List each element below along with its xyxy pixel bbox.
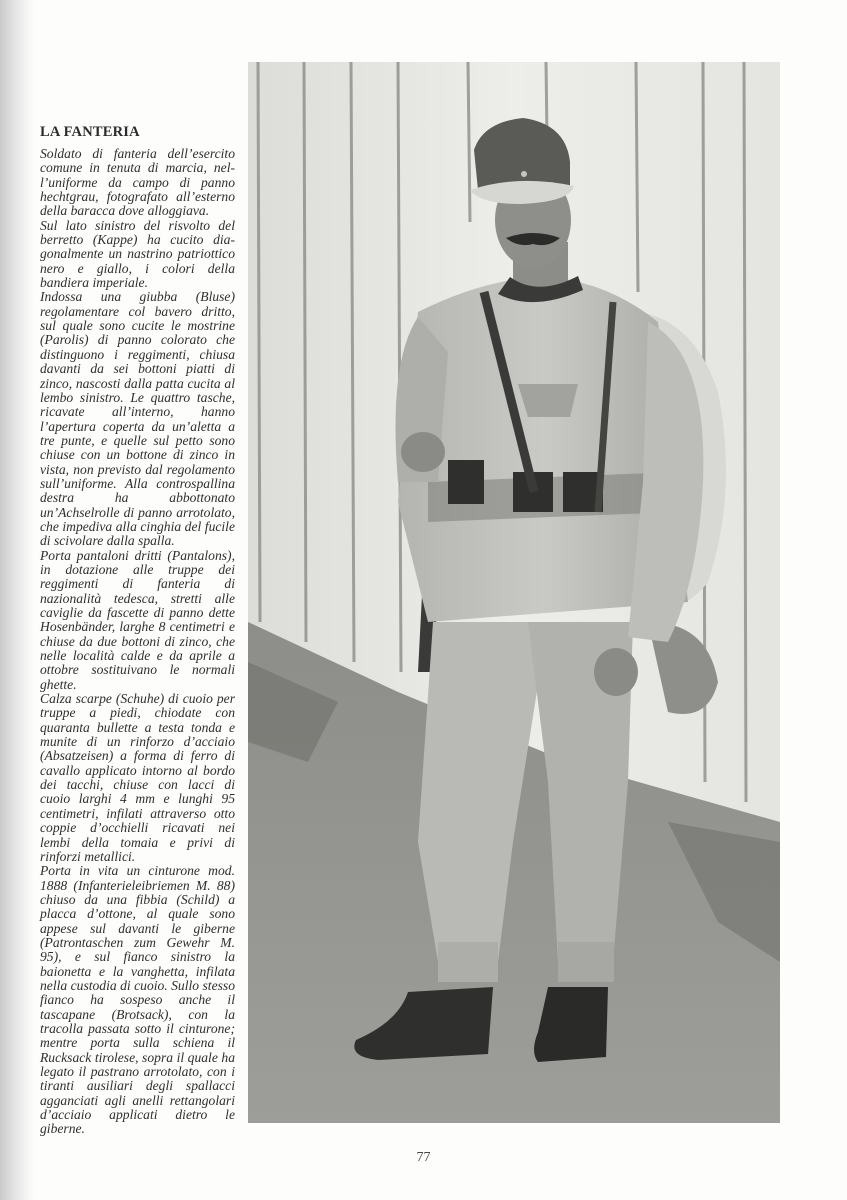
- section-title: LA FANTERIA: [40, 124, 140, 140]
- caption-paragraph-intro: Soldato di fanteria dell’esercito comune in tenuta di marcia, nell’uniforme da campo di panno hechtgrau, fotografato all’esterno della baracca dove alloggiava.: [40, 146, 235, 219]
- caption-paragraph-tunic: Indossa una giubba (Bluse) regolamentare col bavero dritto, sul quale sono cucite le mostrine (Parolis) di panno colorato che distinguono i reggimenti, chiusa davanti da sei bottoni piatti di zinco, nascosti dalla patta cucita al lembo sinistro. Le quattro tasche, ricavate all’interno, hanno l’apertura coperta da un’aletta a tre punte, e quelle sul petto sono chiuse con un bottone di zinco in vista, non previsto dal regolamento sull’uniforme. Alla controspallina destra ha abbottonato un’Achselrolle di panno arrotolato, che impediva alla cinghia del fucile di scivolare dalla spalla.: [40, 289, 235, 549]
- caption-paragraph-belt: Porta in vita un cinturone mod. 1888 (Infanterieleibriemen M. 88) chiuso da una fibbia (Schild) a placca d’ottone, al quale sono appese sul davanti le giberne (Patrontaschen zum Gewehr M. 95), e sul fianco sinistro la baionetta e la vanghetta, infilata nella custodia di cuoio. Sullo stesso fianco ha sospeso anche il tascapane (Brotsack), con la tracolla passata sotto il cinturone; mentre porta sulla schiena il Rucksack tirolese, sopra il quale ha legato il pastrano arrotolato, con i tiranti ausiliari degli spallacci agganciati agli anelli rettangolari d’acciaio applicati dietro le giberne.: [40, 863, 235, 1137]
- caption-paragraph-cap: Sul lato sinistro del risvolto del berretto (Kappe) ha cucito diagonalmente un nastrino patriottico nero e giallo, i colori della bandiera imperiale.: [40, 217, 235, 291]
- caption-column: [40, 124, 235, 1137]
- book-gutter-shadow: [0, 0, 34, 1200]
- caption-paragraph-trousers: Porta pantaloni dritti (Pantalons), in dotazione alle truppe dei reggimenti di fanteria di nazionalità tedesca, stretti alle caviglie da fascette di panno dette Hosenbänder, larghe 8 centimetri e chiuse da due bottoni di zinco, che nelle località calde e da aprile a ottobre sostituivano le normali ghette.: [40, 547, 235, 692]
- soldier-photograph: [248, 62, 780, 1123]
- page-number: 77: [416, 1150, 431, 1165]
- caption-paragraph-shoes: Calza scarpe (Schuhe) di cuoio per truppe a piedi, chiodate con quaranta bullette a testa tonda e munite di un rinforzo d’acciaio (Absatzeisen) a forma di ferro di cavallo applicato intorno al bordo dei tacchi, chiuse con lacci di cuoio larghi 4 mm e lunghi 95 centimetri, infilati attraverso otto coppie d’occhielli ricavati nei lembi della tomaia e privi di rinforzi metallici.: [40, 691, 235, 864]
